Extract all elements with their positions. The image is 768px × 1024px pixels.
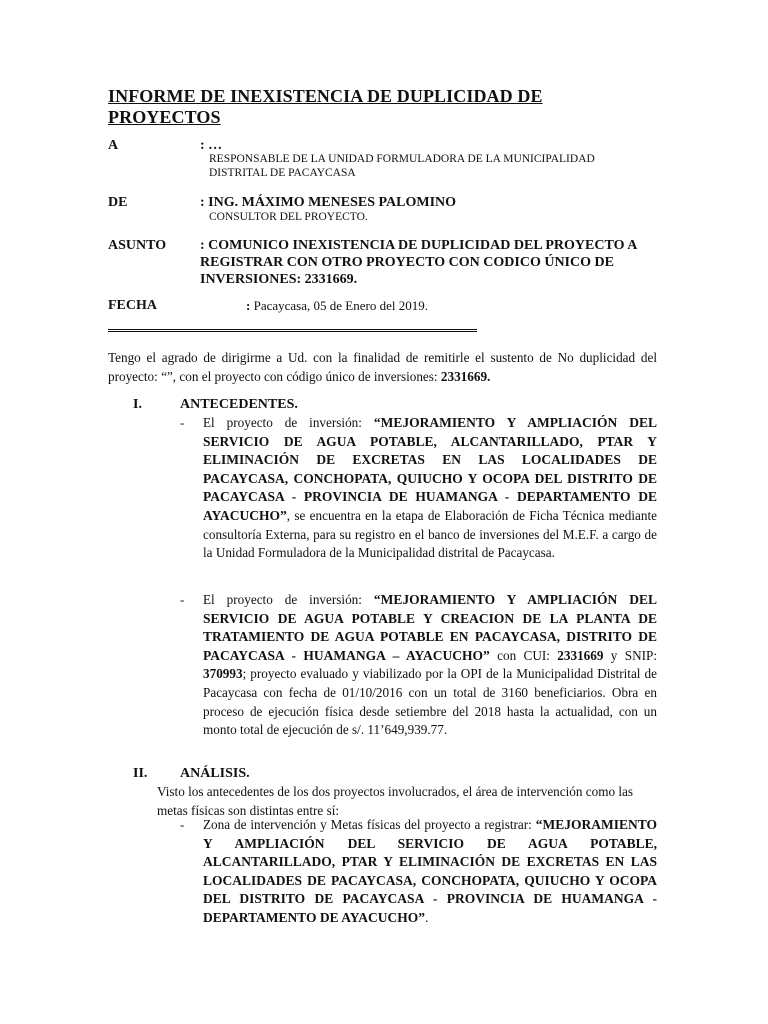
- date-text: Pacaycasa, 05 de Enero del 2019.: [250, 298, 428, 313]
- subject-line3: INVERSIONES: 2331669.: [200, 272, 358, 287]
- s2-item1-pre: Zona de intervención y Metas físicas del proyecto a registrar:: [203, 817, 536, 832]
- section2-intro: Visto los antecedentes de los dos proyectos involucrados, el área de intervención como las metas físicas son distintas entre sí:: [157, 784, 634, 818]
- s1-item2-post: ; proyecto evaluado y viabilizado por la OPI de la Municipalidad Distrital de Pacaycasa con fecha de 01/10/2016 con un total de 3160 beneficiarios. Obra en proceso de ejecución física desde setiembre del 2018 hasta la actualidad, con un monto total de ejecución de s/. 11’649,939.77.: [203, 666, 657, 738]
- date-label: FECHA: [108, 298, 157, 313]
- subject-line1: : COMUNICO INEXISTENCIA DE DUPLICIDAD DEL PROYECTO A: [200, 238, 638, 253]
- s1-item1-pre: El proyecto de inversión:: [203, 415, 374, 430]
- from-value: : ING. MÁXIMO MENESES PALOMINO: [200, 195, 457, 210]
- intro-code: 2331669.: [440, 368, 491, 384]
- s2-item1-post: .: [425, 909, 429, 925]
- to-recipient-line2: DISTRITAL DE PACAYCASA: [209, 167, 356, 179]
- s1-item2-y: y SNIP:: [603, 647, 657, 663]
- section2-bullet1: -: [180, 817, 185, 832]
- s1-item2-project-name: “MEJORAMIENTO Y AMPLIACIÓN DEL SERVICIO DE AGUA POTABLE Y CREACION DE LA PLANTA DE TRATAMIENTO DE AGUA POTABLE EN PACAYCASA, DISTRITO DE PACAYCASA - HUAMANGA – AYACUCHO”: [203, 592, 658, 663]
- date-colon: :: [246, 298, 251, 313]
- document-title-line1: INFORME DE INEXISTENCIA DE DUPLICIDAD DE: [108, 86, 543, 106]
- to-recipient-line1: RESPONSABLE DE LA UNIDAD FORMULADORA DE LA MUNICIPALIDAD: [209, 153, 595, 165]
- section2-title: ANÁLISIS.: [180, 766, 250, 781]
- from-label: DE: [108, 195, 128, 210]
- s1-item2-snip: 370993: [203, 666, 243, 682]
- intro-paragraph: [108, 349, 657, 386]
- to-label: A: [108, 138, 119, 153]
- section2-number: II.: [133, 766, 148, 781]
- section1-bullet1: -: [180, 415, 185, 430]
- document-title-line2: PROYECTOS: [108, 107, 221, 127]
- s1-item2-cui-label: con CUI:: [489, 647, 558, 663]
- from-role: CONSULTOR DEL PROYECTO.: [209, 211, 368, 223]
- subject-label: ASUNTO: [108, 238, 167, 253]
- header-separator: [108, 329, 477, 332]
- s2-item1-project-name: “MEJORAMIENTO Y AMPLIACIÓN DEL SERVICIO DE AGUA POTABLE, ALCANTARILLADO, PTAR Y ELIMINACIÓN DE EXCRETAS EN LAS LOCALIDADES DE PACAYCASA, CONCHOPATA, QUIUCHO Y OCOPA DEL DISTRITO DE PACAYCASA - PROVINCIA DE HUAMANGA - DEPARTAMENTO DE AYACUCHO”: [203, 817, 657, 925]
- section1-number: I.: [133, 397, 142, 412]
- date-value: [246, 298, 428, 314]
- subject-line2: REGISTRAR CON OTRO PROYECTO CON CODICO ÚNICO DE: [200, 255, 614, 270]
- section1-item1: [203, 414, 657, 563]
- s1-item1-project-name: “MEJORAMIENTO Y AMPLIACIÓN DEL SERVICIO DE AGUA POTABLE, ALCANTARILLADO, PTAR Y ELIMINACIÓN DE EXCRETAS EN LAS LOCALIDADES DE PACAYCASA, CONCHOPATA, QUIUCHO Y OCOPA DEL DISTRITO DE PACAYCASA - PROVINCIA DE HUAMANGA - DEPARTAMENTO DE AYACUCHO”: [203, 415, 658, 523]
- intro-text: Tengo el agrado de dirigirme a Ud. con la finalidad de remitirle el sustento de No duplicidad del proyecto: “”, con el proyecto con código único de inversiones:: [108, 350, 657, 384]
- section1-bullet2: -: [180, 592, 185, 607]
- section1-item2: [203, 591, 657, 740]
- s1-item2-cui: 2331669: [557, 647, 604, 663]
- to-value: : …: [200, 138, 223, 153]
- section1-title: ANTECEDENTES.: [180, 397, 298, 412]
- s1-item2-pre: El proyecto de inversión:: [203, 592, 374, 607]
- s1-item1-post: , se encuentra en la etapa de Elaboración de Ficha Técnica mediante consultoría Externa, para su registro en el banco de inversiones del M.E.F. a cargo de la Unidad Formuladora de la Municipalidad distrital de Pacaycasa.: [203, 507, 657, 561]
- section2-item1: [203, 816, 657, 928]
